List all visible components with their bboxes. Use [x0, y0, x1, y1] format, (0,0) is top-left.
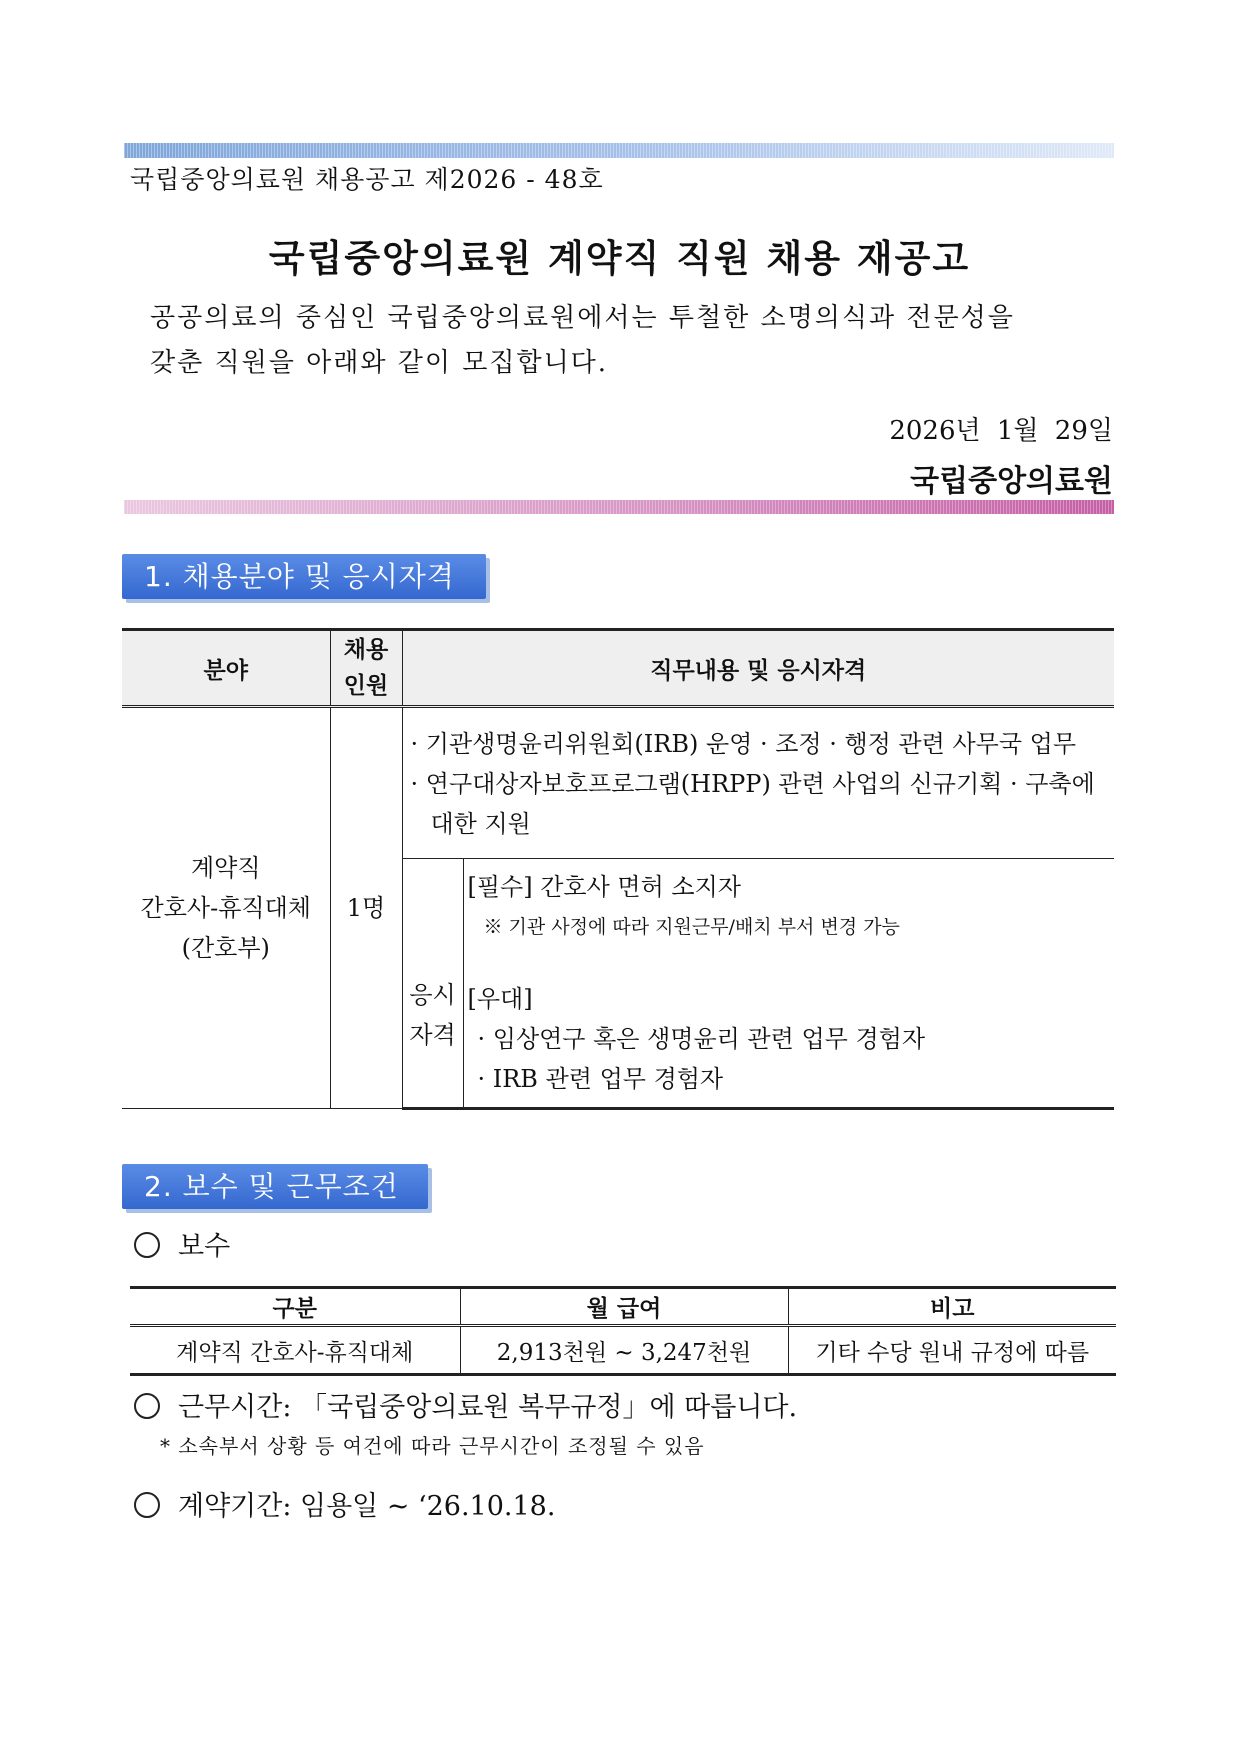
intro-line: 공공의료의 중심인 국립중앙의료원에서는 투철한 소명의식과 전문성을 — [150, 303, 1015, 333]
pay-header-cell: 비고 — [788, 1288, 1116, 1326]
header-count-line: 인원 — [343, 673, 389, 699]
pay-table — [130, 1286, 1116, 1376]
organization-name: 국립중앙의료원 — [910, 464, 1113, 499]
page-title: 국립중앙의료원 계약직 직원 채용 재공고 — [268, 237, 971, 280]
preferred-heading: [우대] — [467, 985, 533, 1013]
header-duty: 직무내용 및 응시자격 — [402, 630, 1114, 707]
field-line: 간호사-휴직대체 — [140, 894, 311, 922]
qual-label-line: 응시 — [409, 980, 456, 1009]
header-count-line: 채용 — [343, 637, 389, 663]
header-top-bar — [124, 143, 1114, 158]
work-hours — [134, 1385, 797, 1424]
header-field: 분야 — [122, 630, 330, 707]
duty-cell — [402, 707, 1114, 859]
field-line: 계약직 — [190, 854, 261, 882]
work-hours-note: * 소속부서 상황 등 여건에 따라 근무시간이 조정될 수 있음 — [160, 1434, 705, 1458]
duty-item: · 기관생명윤리위원회(IRB) 운영 · 조정 · 행정 관련 사무국 업무 — [410, 730, 1077, 758]
recruitment-table — [122, 628, 1114, 1110]
pay-table-header — [130, 1288, 1116, 1326]
section-heading-recruitment: 1. 채용분야 및 응시자격 — [122, 554, 486, 599]
pay-label — [134, 1224, 230, 1263]
pay-cell: 기타 수당 원내 규정에 따름 — [788, 1326, 1116, 1375]
table-row — [130, 1326, 1116, 1375]
circle-bullet-icon — [134, 1492, 160, 1518]
circle-bullet-icon — [134, 1393, 160, 1419]
header-count — [330, 630, 402, 707]
required-qualification: [필수] 간호사 면허 소지자 — [467, 873, 741, 901]
circle-bullet-icon — [134, 1232, 160, 1258]
section-heading-compensation: 2. 보수 및 근무조건 — [122, 1164, 428, 1209]
count-cell: 1명 — [330, 707, 402, 1109]
qual-label-line: 자격 — [409, 1020, 456, 1049]
header-bottom-bar — [124, 500, 1114, 514]
required-note: ※ 기관 사정에 따라 지원근무/배치 부서 변경 가능 — [483, 916, 900, 938]
table-row — [122, 707, 1114, 859]
intro-line: 갖춘 직원을 아래와 같이 모집합니다. — [150, 348, 609, 378]
preferred-item: · 임상연구 혹은 생명윤리 관련 업무 경험자 — [477, 1025, 926, 1053]
pay-header-cell: 월 급여 — [460, 1288, 788, 1326]
contract-period — [134, 1484, 555, 1523]
pay-cell: 계약직 간호사-휴직대체 — [130, 1326, 460, 1375]
notice-date: 2026년 1월 29일 — [889, 416, 1113, 446]
pay-cell: 2,913천원 ~ 3,247천원 — [460, 1326, 788, 1375]
pay-label-text: 보수 — [178, 1231, 231, 1262]
notice-number: 국립중앙의료원 채용공고 제2026 - 48호 — [130, 165, 604, 194]
duty-item: · 연구대상자보호프로그램(HRPP) 관련 사업의 신규기획 · 구축에 — [410, 770, 1095, 798]
duty-item-continued: 대한 지원 — [430, 810, 531, 838]
qualification-cell — [463, 859, 1114, 1109]
qualification-label — [402, 859, 463, 1109]
intro-paragraph — [150, 296, 1110, 386]
field-line: (간호부) — [181, 934, 270, 962]
table-header-row — [122, 630, 1114, 707]
contract-period-text: 계약기간: 임용일 ~ ‘26.10.18. — [178, 1491, 556, 1522]
work-hours-text: 근무시간: 「국립중앙의료원 복무규정」에 따릅니다. — [178, 1392, 798, 1423]
pay-header-cell: 구분 — [130, 1288, 460, 1326]
field-cell — [122, 707, 330, 1109]
preferred-item: · IRB 관련 업무 경험자 — [477, 1065, 724, 1093]
